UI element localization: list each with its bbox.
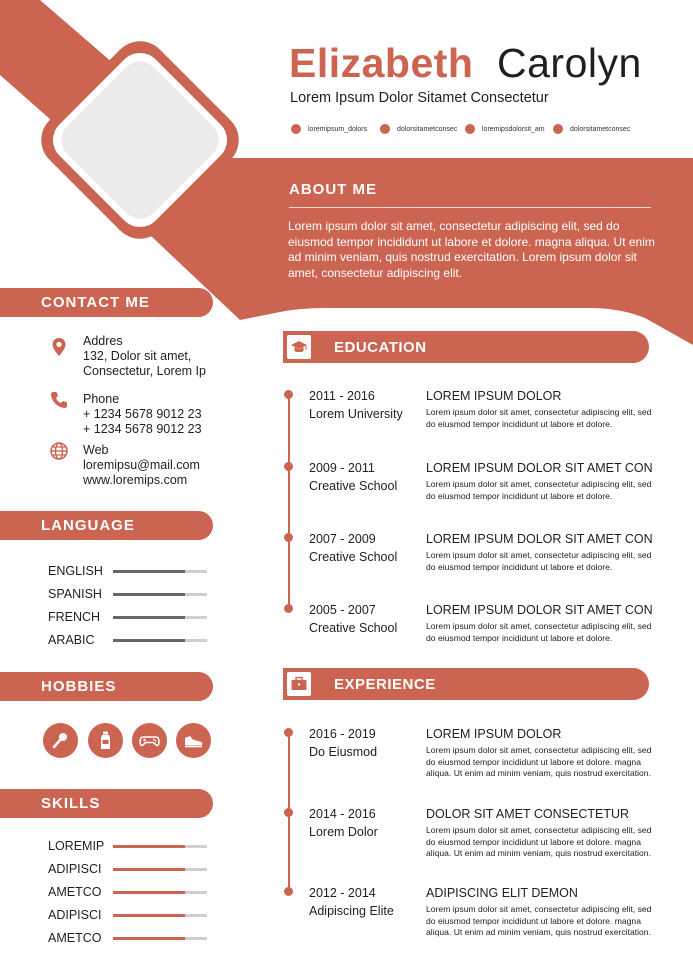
phone-number-2: + 1234 5678 9012 23 bbox=[83, 422, 202, 436]
skill-name: ADIPISCI bbox=[48, 908, 102, 922]
phone-icon bbox=[49, 390, 69, 410]
tag-1 bbox=[291, 124, 367, 134]
skills-heading bbox=[0, 789, 213, 818]
email-link[interactable]: loremipsu@mail.com bbox=[83, 458, 200, 472]
language-level-bar bbox=[113, 593, 207, 596]
skill-name: LOREMIP bbox=[48, 839, 105, 853]
experience-title: EXPERIENCE bbox=[334, 676, 436, 693]
skill-level-fill bbox=[113, 914, 185, 917]
hobby-singing bbox=[43, 723, 78, 758]
entry-years: 2005 - 2007 bbox=[309, 603, 376, 617]
entry-title: LOREM IPSUM DOLOR SIT AMET CON bbox=[426, 461, 653, 475]
hobby-drink bbox=[88, 723, 123, 758]
entry-years: 2014 - 2016 bbox=[309, 807, 376, 821]
timeline-dot bbox=[284, 728, 293, 737]
phone-label: Phone bbox=[83, 392, 120, 406]
language-level-fill bbox=[113, 593, 185, 596]
skill-name: AMETCO bbox=[48, 931, 102, 945]
bottle-icon bbox=[95, 730, 116, 751]
timeline-dot bbox=[284, 887, 293, 896]
language-heading bbox=[0, 511, 213, 540]
entry-description: Lorem ipsum dolor sit amet, consectetur adipiscing elit, sed do eiusmod tempor incididunt ut labore et dolore. bbox=[426, 479, 652, 501]
language-level-bar bbox=[113, 616, 207, 619]
briefcase-icon bbox=[290, 675, 308, 693]
entry-place: Do Eiusmod bbox=[309, 745, 378, 759]
education-heading bbox=[283, 331, 649, 363]
globe-icon bbox=[49, 441, 69, 461]
bullet-dot bbox=[553, 124, 563, 134]
language-level-fill bbox=[113, 570, 185, 573]
language-level-bar bbox=[113, 639, 207, 642]
entry-title: LOREM IPSUM DOLOR SIT AMET CON bbox=[426, 603, 653, 617]
skill-level-fill bbox=[113, 845, 185, 848]
subtitle: Lorem Ipsum Dolor Sitamet Consectetur bbox=[290, 90, 549, 106]
entry-title: LOREM IPSUM DOLOR bbox=[426, 389, 562, 403]
tag-2 bbox=[380, 124, 457, 134]
sneaker-icon bbox=[183, 730, 204, 751]
language-name: SPANISH bbox=[48, 587, 102, 601]
entry-title: DOLOR SIT AMET CONSECTETUR bbox=[426, 807, 630, 821]
skill-level-bar bbox=[113, 937, 207, 940]
timeline-dot bbox=[284, 808, 293, 817]
entry-place: Lorem University bbox=[309, 407, 403, 421]
entry-years: 2016 - 2019 bbox=[309, 727, 376, 741]
education-title: EDUCATION bbox=[334, 339, 427, 356]
entry-description: Lorem ipsum dolor sit amet, consectetur adipiscing elit, sed do eiusmod tempor incididunt ut labore et dolore. magna aliqua. Ut enim ad minim veniam, quis nostrud exercitation. bbox=[426, 745, 652, 778]
contact-heading bbox=[0, 288, 213, 317]
entry-place: Creative School bbox=[309, 621, 398, 635]
skill-level-fill bbox=[113, 891, 185, 894]
entry-place: Lorem Dolor bbox=[309, 825, 378, 839]
language-level-fill bbox=[113, 639, 185, 642]
experience-icon-box bbox=[287, 672, 311, 696]
about-divider bbox=[289, 207, 651, 208]
entry-description: Lorem ipsum dolor sit amet, consectetur adipiscing elit, sed do eiusmod tempor incididunt ut labore et dolore. magna aliqua. Ut enim ad minim veniam, quis nostrud exercitation. bbox=[426, 825, 652, 858]
entry-title: LOREM IPSUM DOLOR bbox=[426, 727, 562, 741]
entry-description: Lorem ipsum dolor sit amet, consectetur adipiscing elit, sed do eiusmod tempor incididunt ut labore et dolore. bbox=[426, 407, 652, 429]
address-label: Addres bbox=[83, 334, 123, 348]
last-name: Carolyn bbox=[497, 40, 642, 86]
tag-label: loremipsdolorsit_am bbox=[482, 125, 545, 133]
education-timeline bbox=[288, 394, 290, 610]
graduation-cap-icon bbox=[290, 338, 308, 356]
tag-4 bbox=[553, 124, 630, 134]
microphone-icon bbox=[50, 730, 71, 751]
phone-number-1: + 1234 5678 9012 23 bbox=[83, 407, 202, 421]
tag-label: loremipsum_dolors bbox=[308, 125, 368, 133]
about-text: Lorem ipsum dolor sit amet, consectetur adipiscing elit, sed do eiusmod tempor incididunt ut labore et dolore. magna aliqua. Ut enim ad minim veniam, quis nostrud exercitation. Lorem ipsum dolor sit amet, consectetur adipiscing elit. bbox=[288, 219, 655, 280]
education-icon-box bbox=[287, 335, 311, 359]
web-block bbox=[83, 443, 200, 488]
skill-name: ADIPISCI bbox=[48, 862, 102, 876]
map-pin-icon bbox=[49, 337, 69, 357]
skill-level-bar bbox=[113, 914, 207, 917]
timeline-dot bbox=[284, 533, 293, 542]
hobby-gaming bbox=[132, 723, 167, 758]
skill-level-bar bbox=[113, 891, 207, 894]
skill-level-bar bbox=[113, 845, 207, 848]
gamepad-icon bbox=[139, 730, 160, 751]
entry-title: LOREM IPSUM DOLOR SIT AMET CON bbox=[426, 532, 653, 546]
contact-title: CONTACT ME bbox=[41, 294, 150, 311]
skill-name: AMETCO bbox=[48, 885, 102, 899]
web-label: Web bbox=[83, 443, 109, 457]
experience-heading bbox=[283, 668, 649, 700]
tag-label: dolorsitametconsec bbox=[570, 125, 631, 133]
timeline-dot bbox=[284, 390, 293, 399]
address-line-1: 132, Dolor sit amet, bbox=[83, 349, 192, 363]
entry-years: 2007 - 2009 bbox=[309, 532, 376, 546]
tag-label: dolorsitametconsec bbox=[397, 125, 458, 133]
entry-place: Creative School bbox=[309, 550, 398, 564]
entry-description: Lorem ipsum dolor sit amet, consectetur adipiscing elit, sed do eiusmod tempor incididunt ut labore et dolore. bbox=[426, 621, 652, 643]
skills-title: SKILLS bbox=[41, 795, 101, 812]
language-name: ARABIC bbox=[48, 633, 95, 647]
timeline-dot bbox=[284, 604, 293, 613]
timeline-dot bbox=[284, 462, 293, 471]
bullet-dot bbox=[380, 124, 390, 134]
bullet-dot bbox=[291, 124, 301, 134]
skill-level-fill bbox=[113, 868, 185, 871]
language-level-fill bbox=[113, 616, 185, 619]
bullet-dot bbox=[465, 124, 475, 134]
skill-level-fill bbox=[113, 937, 185, 940]
language-name: ENGLISH bbox=[48, 564, 103, 578]
entry-title: ADIPISCING ELIT DEMON bbox=[426, 886, 578, 900]
profile-photo bbox=[70, 70, 210, 210]
website-link[interactable]: www.loremips.com bbox=[83, 473, 188, 487]
entry-place: Adipiscing Elite bbox=[309, 904, 394, 918]
hobbies-heading bbox=[0, 672, 213, 701]
hobbies-title: HOBBIES bbox=[41, 678, 117, 695]
hobby-sport bbox=[176, 723, 211, 758]
language-level-bar bbox=[113, 570, 207, 573]
skill-level-bar bbox=[113, 868, 207, 871]
address-block bbox=[83, 334, 206, 379]
entry-description: Lorem ipsum dolor sit amet, consectetur adipiscing elit, sed do eiusmod tempor incididunt ut labore et dolore. bbox=[426, 550, 652, 572]
entry-years: 2012 - 2014 bbox=[309, 886, 376, 900]
entry-years: 2011 - 2016 bbox=[309, 389, 375, 403]
phone-block bbox=[83, 392, 202, 437]
address-line-2: Consectetur, Lorem Ip bbox=[83, 364, 206, 378]
tag-3 bbox=[465, 124, 545, 134]
language-name: FRENCH bbox=[48, 610, 101, 624]
about-title: ABOUT ME bbox=[289, 181, 377, 198]
first-name: Elizabeth bbox=[289, 40, 474, 86]
entry-description: Lorem ipsum dolor sit amet, consectetur adipiscing elit, sed do eiusmod tempor incididunt ut labore et dolore. magna aliqua. Ut enim ad minim veniam, quis nostrud exercitation. bbox=[426, 904, 652, 937]
language-title: LANGUAGE bbox=[41, 517, 135, 534]
entry-years: 2009 - 2011 bbox=[309, 461, 375, 475]
entry-place: Creative School bbox=[309, 479, 398, 493]
